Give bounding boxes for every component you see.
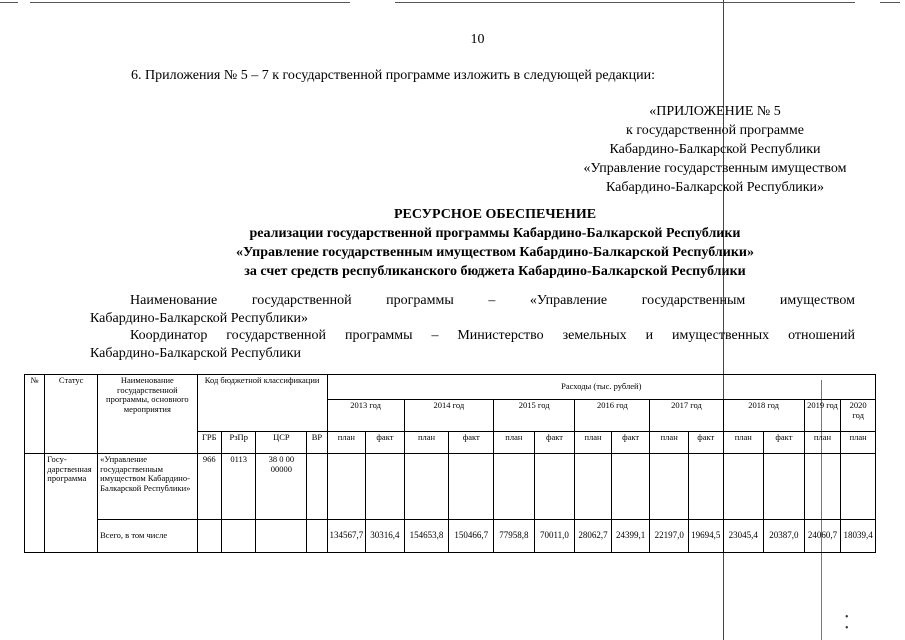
header-plan: план bbox=[575, 432, 612, 454]
cell-empty bbox=[611, 454, 650, 520]
cell-no bbox=[25, 454, 45, 553]
word: Наименование bbox=[130, 293, 218, 308]
word: программы bbox=[386, 293, 454, 308]
cell-empty bbox=[534, 454, 575, 520]
word: земельных bbox=[562, 328, 627, 343]
header-grb: ГРБ bbox=[197, 432, 221, 454]
header-fact: факт bbox=[688, 432, 723, 454]
cell-value: 24060,7 bbox=[804, 520, 841, 553]
paragraph-line: Кабардино-Балкарской Республики bbox=[90, 345, 301, 361]
cell-rzpr bbox=[221, 520, 256, 553]
cell-grb: 966 bbox=[197, 454, 221, 520]
cell-empty bbox=[575, 454, 612, 520]
header-plan: план bbox=[650, 432, 689, 454]
header-rzpr: РзПр bbox=[221, 432, 256, 454]
header-year: 2018 год bbox=[723, 400, 804, 432]
cell-rzpr: 0113 bbox=[221, 454, 256, 520]
word: имущественных bbox=[671, 328, 770, 343]
word: государственной bbox=[251, 293, 352, 308]
cell-csr: 38 0 00 00000 bbox=[256, 454, 307, 520]
cell-empty bbox=[804, 454, 841, 520]
document-heading bbox=[150, 205, 840, 281]
header-plan: план bbox=[494, 432, 535, 454]
cell-empty bbox=[723, 454, 764, 520]
heading-line: за счет средств республиканского бюджета Кабардино-Балкарской Республики bbox=[244, 264, 746, 279]
header-fact: факт bbox=[366, 432, 405, 454]
cell-value: 30316,4 bbox=[366, 520, 405, 553]
header-expenses: Расходы (тыс. рублей) bbox=[327, 375, 875, 400]
intro-text: 6. Приложения № 5 – 7 к государственной программе изложить в следующей редакции: bbox=[131, 68, 655, 83]
cell-empty bbox=[688, 454, 723, 520]
header-plan: план bbox=[804, 432, 841, 454]
header-plan: план bbox=[723, 432, 764, 454]
header-vr: ВР bbox=[307, 432, 327, 454]
header-no: № bbox=[25, 375, 45, 454]
cell-csr bbox=[256, 520, 307, 553]
header-year: 2015 год bbox=[494, 400, 575, 432]
word: государственной bbox=[226, 328, 327, 343]
header-status: Статус bbox=[45, 375, 98, 454]
cell-value: 28062,7 bbox=[575, 520, 612, 553]
cell-value: 134567,7 bbox=[327, 520, 366, 553]
appendix-line: Кабардино-Балкарской Республики» bbox=[606, 180, 824, 195]
word: государственным bbox=[641, 293, 746, 308]
cell-empty bbox=[494, 454, 535, 520]
word: «Управление bbox=[529, 293, 608, 308]
cell-vr bbox=[307, 520, 327, 553]
table-row bbox=[25, 520, 876, 553]
word: отношений bbox=[788, 328, 855, 343]
cell-value: 23045,4 bbox=[723, 520, 764, 553]
cell-value: 22197,0 bbox=[650, 520, 689, 553]
cell-value: 18039,4 bbox=[841, 520, 876, 553]
word: и bbox=[645, 328, 654, 343]
header-fact: факт bbox=[534, 432, 575, 454]
appendix-line: «ПРИЛОЖЕНИЕ № 5 bbox=[649, 104, 781, 119]
table-row bbox=[25, 454, 876, 520]
header-year: 2020 год bbox=[841, 400, 876, 432]
cell-value: 70011,0 bbox=[534, 520, 575, 553]
cell-empty bbox=[841, 454, 876, 520]
cell-grb bbox=[197, 520, 221, 553]
header-year: 2016 год bbox=[575, 400, 650, 432]
header-year: 2017 год bbox=[650, 400, 723, 432]
page-number: 10 bbox=[470, 32, 485, 47]
cell-value: 77958,8 bbox=[494, 520, 535, 553]
cell-empty bbox=[366, 454, 405, 520]
scan-top-edge bbox=[0, 0, 905, 6]
header-year: 2014 год bbox=[404, 400, 493, 432]
heading-line: «Управление государственным имуществом Кабардино-Балкарской Республики» bbox=[236, 245, 754, 260]
cell-empty bbox=[327, 454, 366, 520]
header-fact: факт bbox=[611, 432, 650, 454]
cell-empty bbox=[764, 454, 805, 520]
header-year: 2013 год bbox=[327, 400, 404, 432]
word: Министерство bbox=[457, 328, 544, 343]
cell-vr bbox=[307, 454, 327, 520]
cell-value: 154653,8 bbox=[404, 520, 449, 553]
cell-empty bbox=[650, 454, 689, 520]
heading-line: реализации государственной программы Кабардино-Балкарской Республики bbox=[249, 226, 741, 241]
word: – bbox=[488, 293, 496, 308]
cell-value: 20387,0 bbox=[764, 520, 805, 553]
appendix-line: к государственной программе bbox=[626, 123, 804, 138]
coordinator-paragraph bbox=[90, 327, 855, 362]
appendix-block bbox=[530, 102, 900, 197]
cell-value: 19694,5 bbox=[688, 520, 723, 553]
header-code: Код бюджетной классификации bbox=[197, 375, 327, 432]
word: имуществом bbox=[779, 293, 855, 308]
header-csr: ЦСР bbox=[256, 432, 307, 454]
cell-total-label: Всего, в том числе bbox=[98, 520, 198, 553]
header-plan: план bbox=[404, 432, 449, 454]
header-plan: план bbox=[327, 432, 366, 454]
cell-empty bbox=[449, 454, 494, 520]
word: программы bbox=[344, 328, 413, 343]
paragraph-line: Кабардино-Балкарской Республики» bbox=[90, 310, 308, 326]
scan-speck: • • bbox=[845, 612, 873, 634]
cell-empty bbox=[404, 454, 449, 520]
header-fact: факт bbox=[764, 432, 805, 454]
appendix-line: «Управление государственным имуществом bbox=[583, 161, 847, 176]
word: – bbox=[431, 328, 439, 343]
header-year: 2019 год bbox=[804, 400, 841, 432]
cell-status: Госу-дарственная программа bbox=[45, 454, 98, 553]
header-fact: факт bbox=[449, 432, 494, 454]
cell-value: 150466,7 bbox=[449, 520, 494, 553]
cell-name: «Управление государственным имуществом Кабардино-Балкарской Республики» bbox=[98, 454, 198, 520]
cell-value: 24399,1 bbox=[611, 520, 650, 553]
heading-title: РЕСУРСНОЕ ОБЕСПЕЧЕНИЕ bbox=[393, 207, 597, 222]
header-plan: план bbox=[841, 432, 876, 454]
word: Координатор bbox=[130, 328, 208, 343]
header-name: Наименование государственной программы, основного мероприятия bbox=[98, 375, 198, 454]
appendix-line: Кабардино-Балкарской Республики bbox=[609, 142, 821, 157]
resource-table bbox=[24, 374, 876, 553]
program-name-paragraph bbox=[90, 292, 855, 327]
